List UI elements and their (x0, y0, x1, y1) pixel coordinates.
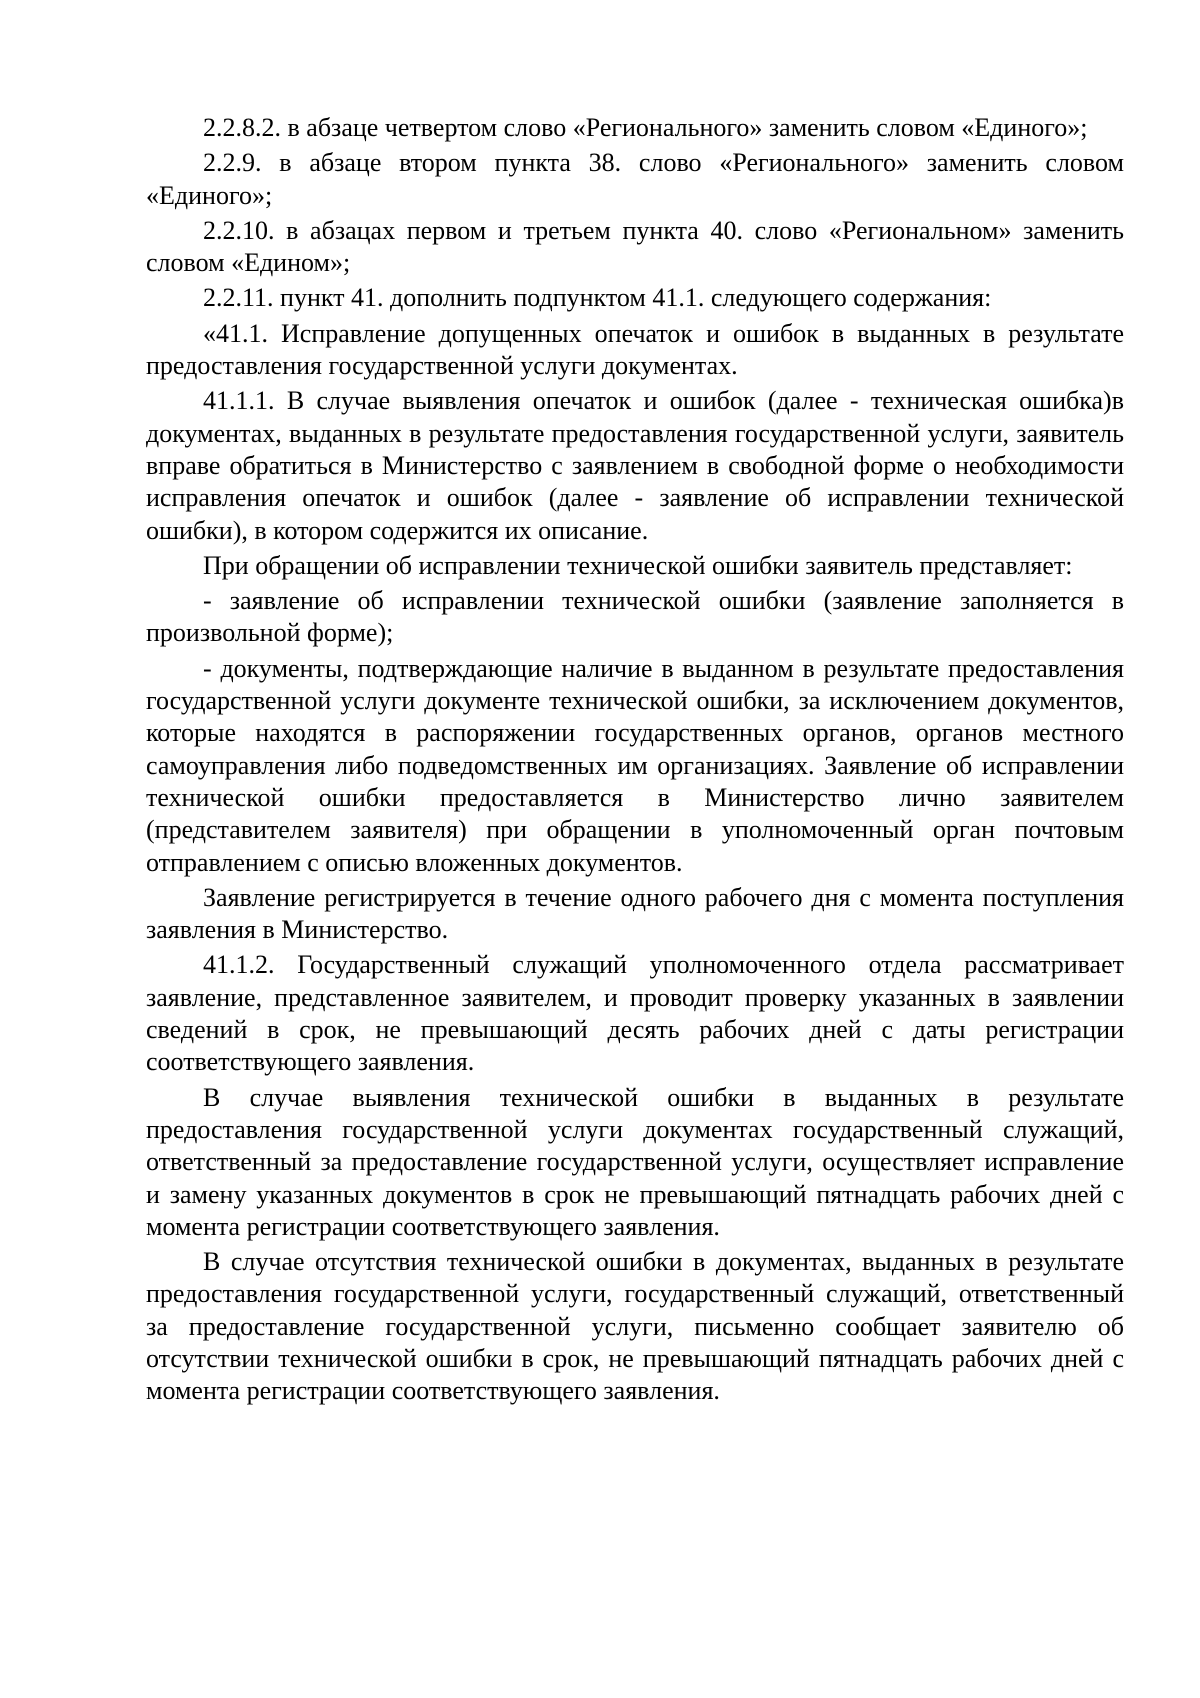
paragraph-2-2-11: 2.2.11. пункт 41. дополнить подпунктом 41.1. следующего содержания: (203, 283, 992, 313)
paragraph-2-2-8-2: 2.2.8.2. в абзаце четвертом слово «Регионального» заменить словом «Единого»; (203, 113, 1088, 142)
paragraph-41-1-1: 41.1.1. В случае выявления опечаток и ошибок (далее - техническая ошибка)в документах, выданных в результате предоставления государственной услуги, заявитель вправе обратиться в Министерство с заявлением в свободной форме о необходимости исправления опечаток и ошибок (далее - заявление об исправлении технической ошибки), в котором содержится их описание. (146, 386, 1124, 545)
paragraph-error-found: В случае выявления технической ошибки в выданных в результате предоставления государственной услуги документах государственный служащий, ответственный за предоставление государственной услуги, осуществляет исправление и замену указанных документов в срок не превышающий пятнадцать рабочих дней с момента регистрации соответствующего заявления. (146, 1082, 1124, 1241)
document-body (146, 112, 1124, 1408)
paragraph-41-1: «41.1. Исправление допущенных опечаток и ошибок в выданных в результате предоставления государственной услуги документах. (146, 318, 1124, 381)
paragraph-41-1-2: 41.1.2. Государственный служащий уполномоченного отдела рассматривает заявление, представленное заявителем, и проводит проверку указанных в заявлении сведений в срок, не превышающий десять рабочих дней с даты регистрации соответствующего заявления. (146, 950, 1124, 1077)
paragraph-registration: Заявление регистрируется в течение одного рабочего дня с момента поступления заявления в Министерство. (146, 882, 1124, 945)
paragraph-error-absent: В случае отсутствия технической ошибки в документах, выданных в результате предоставления государственной услуги, государственный служащий, ответственный за предоставление государственной услуги, письменно сообщает заявителю об отсутствии технической ошибки в срок, не превышающий пятнадцать рабочих дней с момента регистрации соответствующего заявления. (146, 1247, 1124, 1406)
paragraph-2-2-10: 2.2.10. в абзацах первом и третьем пункта 40. слово «Региональном» заменить словом «Едином»; (146, 215, 1124, 278)
paragraph-list-item-application: - заявление об исправлении технической ошибки (заявление заполняется в произвольной форме); (146, 586, 1124, 648)
paragraph-list-item-documents: - документы, подтверждающие наличие в выданном в результате предоставления государственной услуги документе технической ошибки, за исключением документов, которые находятся в распоряжении государственных органов, органов местного самоуправления либо подведомственных им организациях. Заявление об исправлении технической ошибки предоставляется в Министерство лично заявителем (представителем заявителя) при обращении в уполномоченный орган почтовым отправлением с описью вложенных документов. (146, 653, 1124, 877)
paragraph-applicant-submits: При обращении об исправлении технической ошибки заявитель представляет: (203, 550, 1073, 580)
paragraph-2-2-9: 2.2.9. в абзаце втором пункта 38. слово «Регионального» заменить словом «Единого»; (146, 148, 1124, 210)
